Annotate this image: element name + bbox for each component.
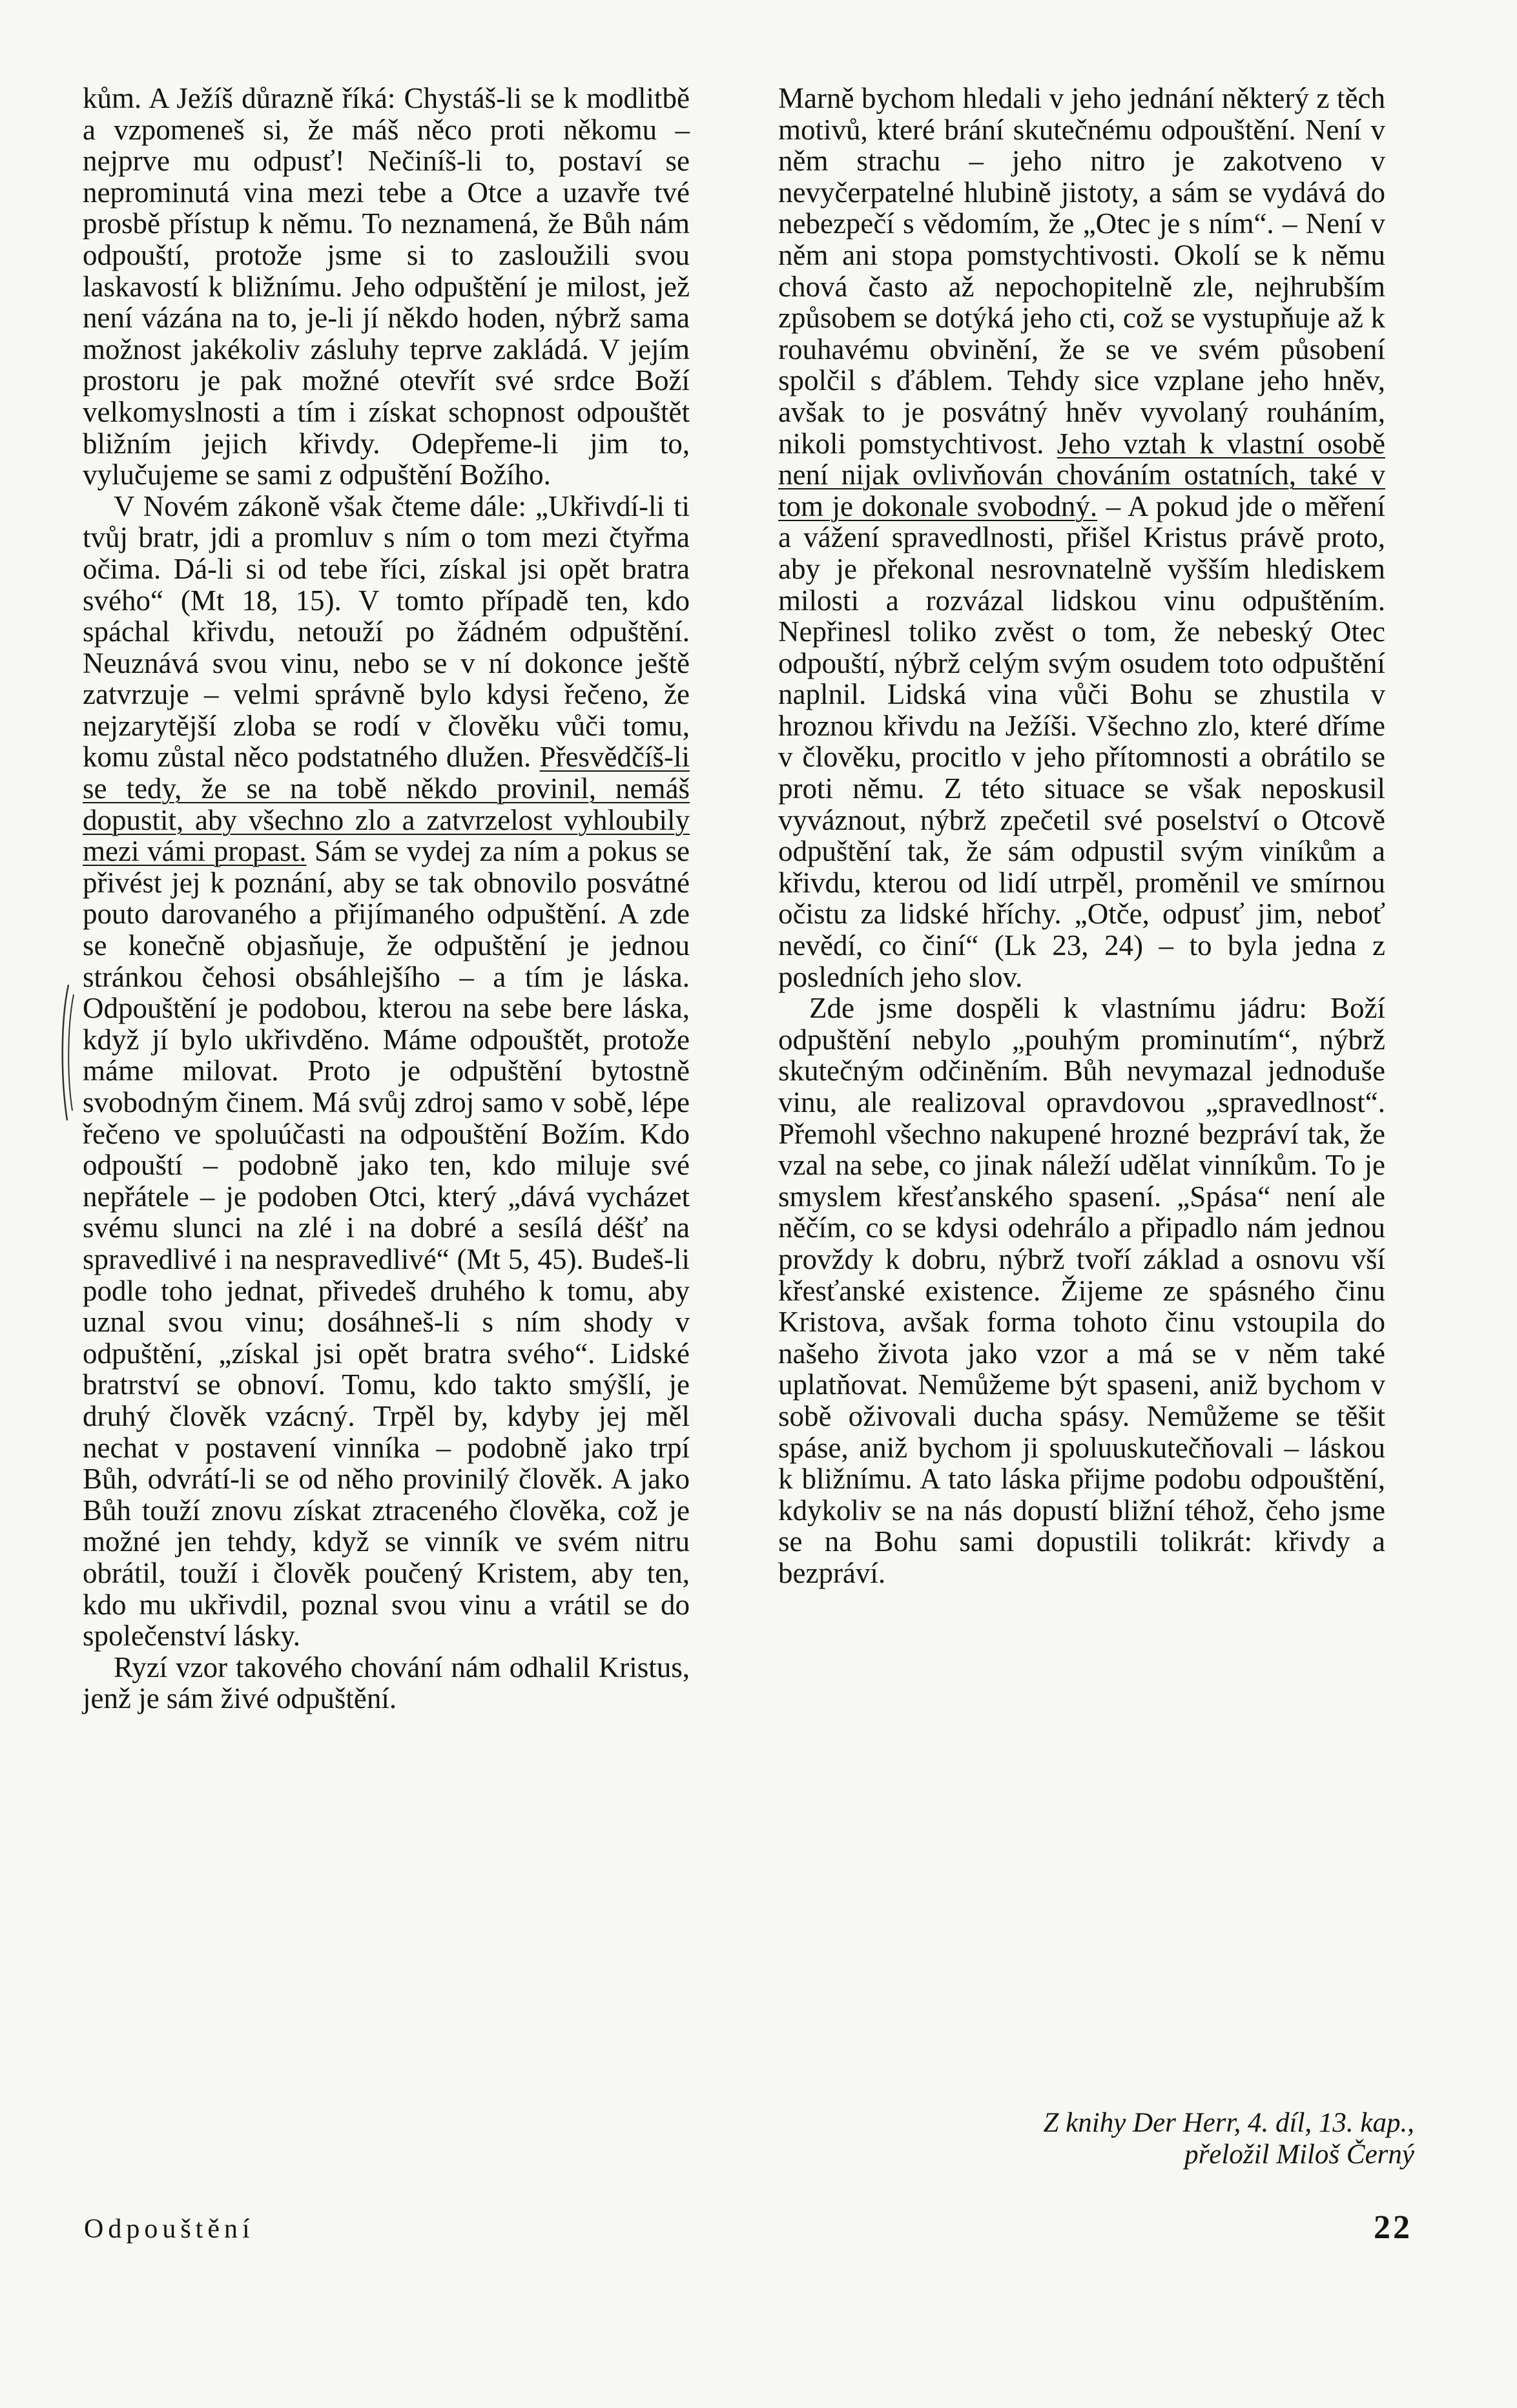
- paragraph-3-text-left: Ryzí vzor takového chování nám odhalil Kristus, jenž je sám živé odpuštění.: [83, 1651, 690, 1715]
- left-column: [83, 83, 690, 1714]
- right-column-continuation: – A pokud jde o měření a vážení spravedlnosti, přišel Kristus právě proto, aby je překonal nesrovnatelně vyšším hlediskem milosti a rozvázal lidskou vinu odpuštěním. Nepřinesl toliko zvěst o tom, že nebeský Otec odpouští, nýbrž celým svým osudem toto odpuštění naplnil. Lidská vina vůči Bohu se zhustila v hroznou křivdu na Ježíši. Všechno zlo, které dříme v člověku, procitlo v jeho přítomnosti a obrátilo se proti němu. Z této situace se však neposkusil vyváznout, nýbrž zpečetil své poselství o Otcově odpuštění tak, že sám odpustil svým viníkům a křivdu, kterou od lidí utrpěl, proměnil ve smírnou očistu za lidské hříchy. „Otče, odpusť jim, neboť nevědí, co činí“ (Lk 23, 24) – to byla jedna z posledních jeho slov.: [778, 489, 1385, 993]
- paragraph-1: kům. A Ježíš důrazně říká: Chystáš-li se k modlitbě a vzpomeneš si, že máš něco proti někomu – nejprve mu odpusť! Nečiníš-li to, postaví se neprominutá vina mezi tebe a Otce a uzavře tvé prosbě přístup k němu. To neznamená, že Bůh nám odpouští, protože jsme si to zasloužili svou laskavostí k bližnímu. Jeho odpuštění je milost, jež není vázána na to, je-li jí někdo hoden, nýbrž sama možnost jakékoliv zásluhy teprve zakládá. V jejím prostoru je pak možné otevřít své srdce Boží velkomyslnosti a tím i získat schopnost odpouštět bližním jejich křivdy. Odepřeme-li jim to, vylučujeme se sami z odpuštění Božího.: [83, 82, 690, 491]
- source-line-2: přeložil Miloš Černý: [1184, 2139, 1414, 2170]
- underlined-passage-left: Přesvědčíš-li se tedy, že se na tobě někdo provinil, nemáš dopustit, aby všechno zlo a zatvrzelost vyhloubily mezi vámi propast.: [83, 741, 690, 868]
- paragraph-3: [83, 1652, 690, 1714]
- paragraph-3-continued: [778, 83, 1385, 993]
- paragraph-2-text: V Novém zákoně však čteme dále: „Ukřivdí-li ti tvůj bratr, jdi a promluv s ním o tom mezi čtyřma očima. Dá-li si od tebe říci, získal jsi opět bratra svého“ (Mt 18, 15). V tomto případě ten, kdo spáchal křivdu, netouží po žádném odpuštění. Neuznává svou vinu, nebo se v ní dokonce ještě zatvrzuje – velmi správně bylo kdysi řečeno, že nejzarytější zloba se rodí v člověku vůči tomu, komu zůstal něco podstatného dlužen.: [83, 489, 690, 774]
- page-number: 22: [1374, 2209, 1412, 2246]
- paragraph-2-continuation: Sám se vydej za ním a pokus se přivést jej k poznání, aby se tak obnovilo posvátné pouto darovaného a přijímaného odpuštění. A zde se konečně objasňuje, že odpuštění je jednou stránkou čehosi obsáhlejšího – a tím je láska. Odpouštění je podobou, kterou na sebe bere láska, když jí bylo ukřivděno. Máme odpouštět, protože máme milovat. Proto je odpuštění bytostně svobodným činem. Má svůj zdroj samo v sobě, lépe řečeno ve spoluúčasti na odpouštění Božím. Kdo odpouští – podobně jako ten, kdo miluje své nepřátele – je podoben Otci, který „dává vycházet svému slunci na zlé i na dobré a sesílá déšť na spravedlivé i na nespravedlivé“ (Mt 5, 45). Budeš-li podle toho jednat, přivedeš druhého k tomu, aby uznal svou vinu; dosáhneš-li s ním shody v odpuštění, „získal jsi opět bratra svého“. Lidské bratrství se obnoví. Tomu, kdo takto smýšlí, je druhý člověk vzácný. Trpěl by, kdyby jej měl nechat v postavení vinníka – podobně jako trpí Bůh, odvrátí-li se od něho provinilý člověk. A jako Bůh touží znovu získat ztraceného člověka, což je možné jen tehdy, když se vinník ve svém nitru obrátil, touží i člověk poučený Kristem, aby ten, kdo mu ukřivdil, poznal svou vinu a vrátil se do společenství lásky.: [83, 835, 690, 1652]
- running-footer-title: Odpouštění: [84, 2214, 254, 2244]
- right-column-text: Marně bychom hledali v jeho jednání některý z těch motivů, které brání skutečnému odpouštění. Není v něm strachu – jeho nitro je zakotveno v nevyčerpatelné hlubině jistoty, a sám se vydává do nebezpečí s vědomím, že „Otec je s ním“. – Není v něm ani stopa pomstychtivosti. Okolí se k němu chová často až nepochopitelně zle, nejhrubším způsobem se dotýká jeho cti, což se vystupňuje až k rouhavému obvinění, že se ve svém působení spolčil s ďáblem. Tehdy sice vzplane jeho hněv, avšak to je posvátný hněv vyvolaný rouháním, nikoli pomstychtivost.: [778, 82, 1385, 460]
- source-line-1: Z knihy Der Herr, 4. díl, 13. kap.,: [1043, 2108, 1414, 2138]
- right-column: [778, 83, 1385, 1589]
- paragraph-4: Zde jsme dospěli k vlastnímu jádru: Boží odpuštění nebylo „pouhým prominutím“, nýbrž skutečným odčiněním. Bůh nevymazal jednoduše vinu, ale realizoval opravdovou „spravedlnost“. Přemohl všechno nakupené hrozné bezpráví tak, že vzal na sebe, co jinak náleží udělat vinníkům. To je smyslem křesťanského spasení. „Spása“ není ale něčím, co se kdysi odehrálo a připadlo nám jednou provždy k dobru, nýbrž tvoří základ a osnovu vší křesťanské existence. Žijeme ze spásného činu Kristova, avšak forma tohoto činu vstoupila do našeho života jako vzor a má se v něm také uplatňovat. Nemůžeme být spaseni, aniž bychom v sobě oživovali ducha spásy. Nemůžeme se těšit spáse, aniž bychom ji spoluuskutečňovali – láskou k bližnímu. A tato láska přijme podobu odpouštění, kdykoliv se na nás dopustí bližní téhož, čeho jsme se na Bohu sami dopustili tolikrát: křivdy a bezpráví.: [778, 992, 1385, 1589]
- underlined-passage-right: Jeho vztah k vlastní osobě není nijak ovlivňován chováním ostatních, také v tom je dokonale svobodný.: [778, 427, 1385, 522]
- margin-mark-icon: [49, 982, 75, 1124]
- paragraph-2: [83, 491, 690, 1652]
- source-attribution: [778, 2107, 1414, 2170]
